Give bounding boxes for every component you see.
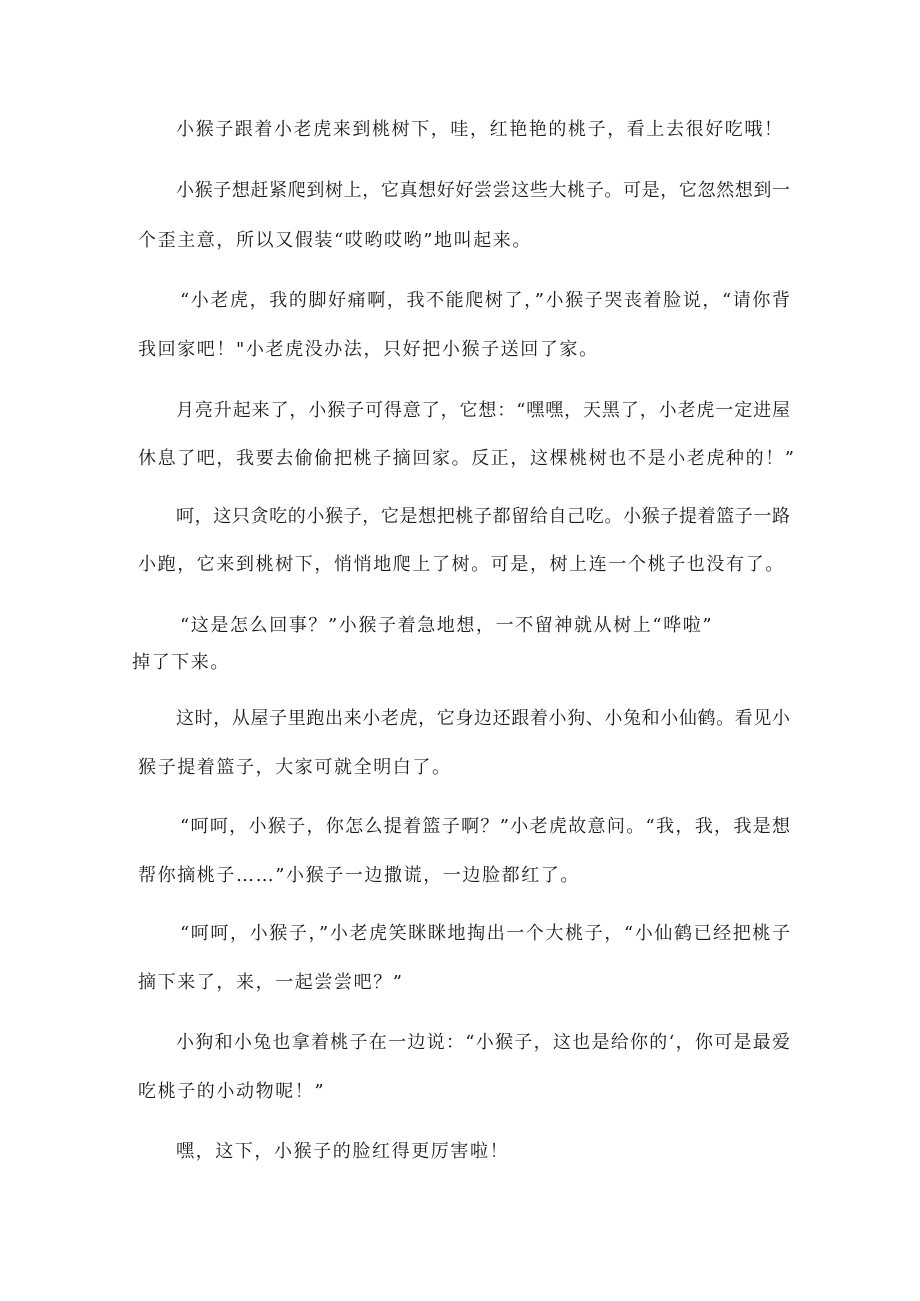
- paragraph-8-line-1: “呵呵，小猴子，你怎么提着篮子啊？”小老虎故意问。“我，我，我是想: [180, 816, 790, 837]
- paragraph-5-line-1: 呵，这只贪吃的小猴子，它是想把桃子都留给自己吃。小猴子提着篮子一路: [176, 506, 790, 527]
- paragraph-7-line-1: 这时，从屋子里跑出来小老虎，它身边还跟着小狗、小兔和小仙鹤。看见小: [176, 708, 790, 729]
- paragraph-1-line-1: 小猴子跟着小老虎来到桃树下，哇，红艳艳的桃子，看上去很好吃哦！: [176, 119, 784, 140]
- paragraph-5-line-2: 小跑，它来到桃树下，悄悄地爬上了树。可是，树上连一个桃子也没有了。: [138, 554, 785, 575]
- paragraph-2-line-2: 个歪主意，所以又假装“哎哟哎哟”地叫起来。: [138, 230, 533, 251]
- paragraph-4-line-2: 休息了吧，我要去偷偷把桃子摘回家。反正，这棵桃树也不是小老虎种的！”: [138, 448, 796, 469]
- paragraph-6-line-1: “这是怎么回事？”小猴子着急地想，一不留神就从树上“哗啦”: [180, 615, 714, 636]
- paragraph-10-line-1: 小狗和小兔也拿着桃子在一边说：“小猴子，这也是给你的‘，你可是最爱: [176, 1032, 790, 1053]
- paragraph-6-line-2: 掉了下来。: [132, 652, 230, 673]
- paragraph-4-line-1: 月亮升起来了，小猴子可得意了，它想：“嘿嘿，天黑了，小老虎一定进屋: [176, 400, 790, 421]
- paragraph-9-line-2: 摘下来了，来，一起尝尝吧？”: [138, 972, 404, 993]
- paragraph-7-line-2: 猴子提着篮子，大家可就全明白了。: [138, 757, 452, 778]
- paragraph-3-line-1: “小老虎，我的脚好痛啊，我不能爬树了，”小猴子哭丧着脸说，“请你背: [180, 290, 790, 311]
- paragraph-2-line-1: 小猴子想赶紧爬到树上，它真想好好尝尝这些大桃子。可是，它忽然想到一: [176, 180, 790, 201]
- paragraph-11-line-1: 嘿，这下，小猴子的脸红得更厉害啦！: [176, 1141, 510, 1162]
- paragraph-8-line-2: 帮你摘桃子……”小猴子一边撒谎，一边脸都红了。: [138, 865, 580, 886]
- paragraph-3-line-2: 我回家吧！"小老虎没办法，只好把小猴子送回了家。: [138, 339, 599, 360]
- paragraph-10-line-2: 吃桃子的小动物呢！”: [138, 1081, 326, 1102]
- paragraph-9-line-1: “呵呵，小猴子，”小老虎笑眯眯地掏出一个大桃子，“小仙鹤已经把桃子: [180, 923, 790, 944]
